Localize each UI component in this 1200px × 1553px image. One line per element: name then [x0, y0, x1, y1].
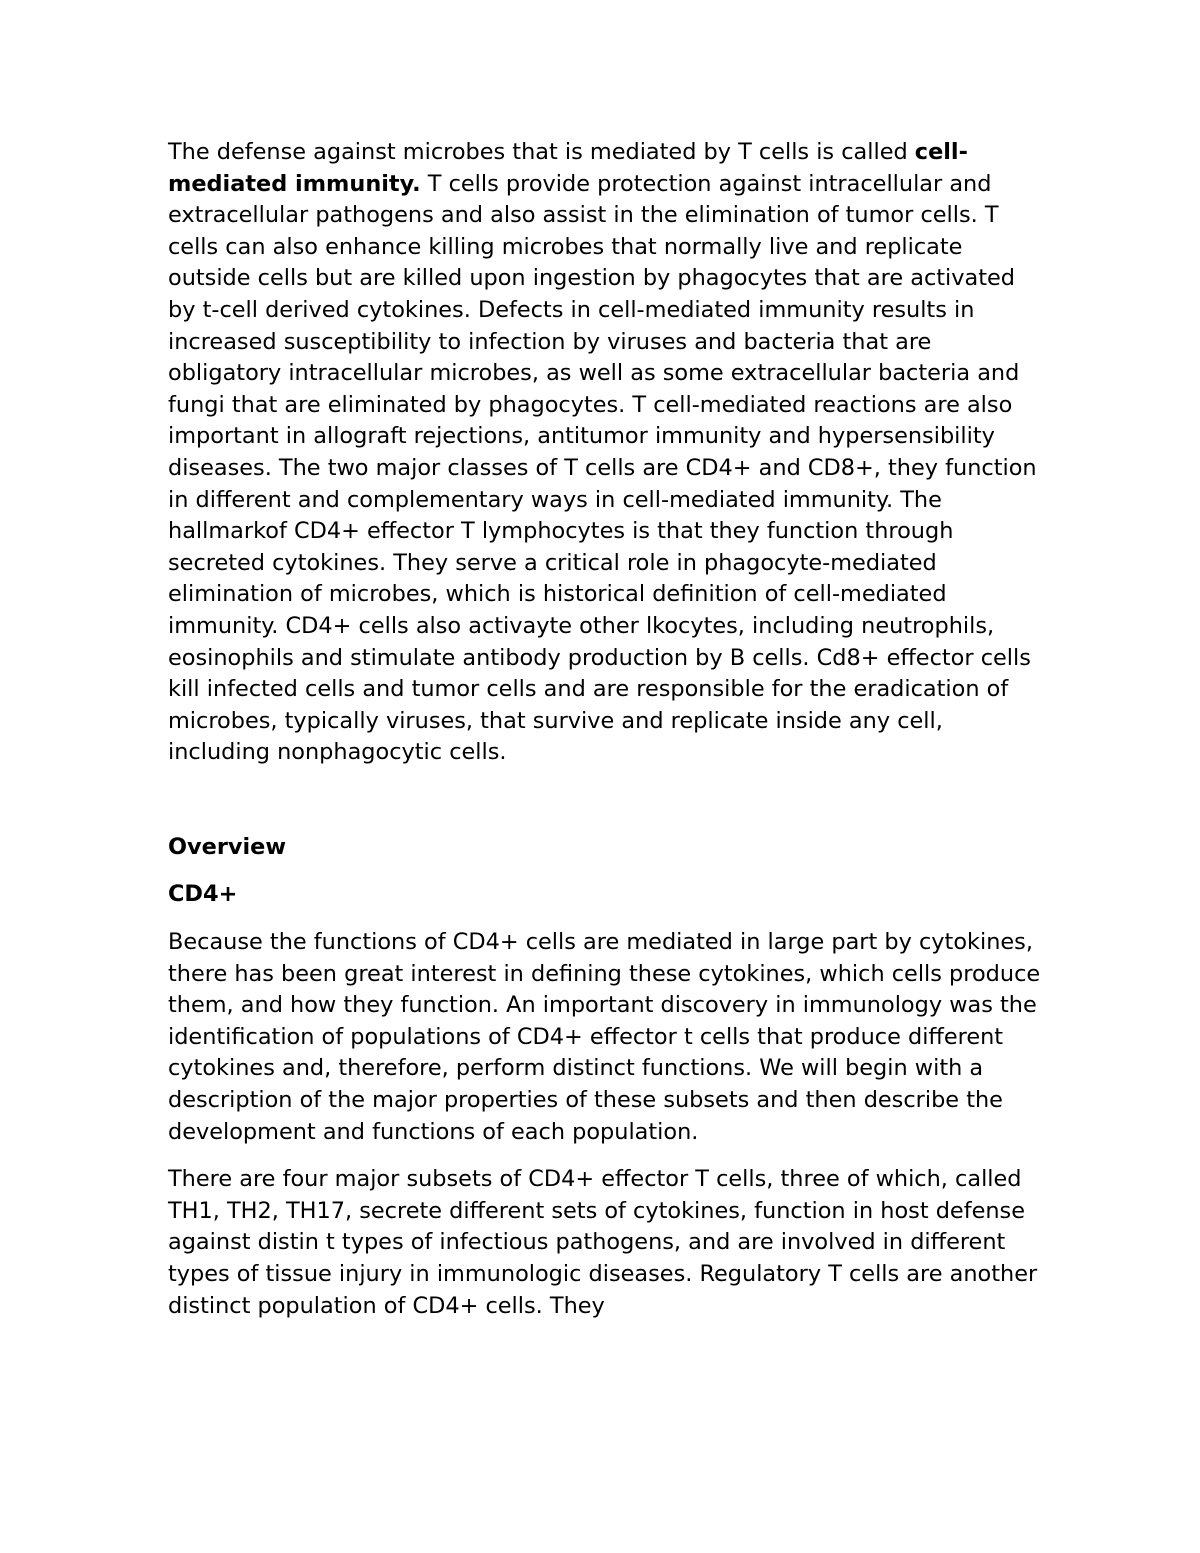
intro-lead-text: The defense against microbes that is mediated by T cells is called — [168, 139, 915, 165]
intro-paragraph — [168, 137, 1048, 769]
overview-heading: Overview — [168, 833, 286, 860]
intro-bold-term: cell-mediated immunity. — [168, 139, 968, 197]
cd4-paragraph-2: There are four major subsets of CD4+ effector T cells, three of which, called TH1, TH2, TH17, secrete different sets of cytokines, function in host defense against distin t types of infectious pathogens, and are involved in different types of tissue injury in immunologic diseases. Regulatory T cells are another distinct population of CD4+ cells. They — [168, 1166, 1038, 1319]
document-body — [168, 137, 1048, 1338]
cd4-paragraph-1: Because the functions of CD4+ cells are mediated in large part by cytokines, there has been great interest in defining these cytokines, which cells produce them, and how they function. An important discovery in immunology was the identification of populations of CD4+ effector t cells that produce different cytokines and, therefore, perform distinct functions. We will begin with a description of the major properties of these subsets and then describe the development and functions of each population. — [168, 929, 1041, 1145]
intro-rest-text: T cells provide protection against intracellular and extracellular pathogens and also assist in the elimination of tumor cells. T cells can also enhance killing microbes that normally live and replicate outside cells but are killed upon ingestion by phagocytes that are activated by t-cell derived cytokines. Defects in cell-mediated immunity results in increased susceptibility to infection by viruses and bacteria that are obligatory intracellular microbes, as well as some extracellular bacteria and fungi that are eliminated by phagocytes. T cell-mediated reactions are also important in allograft rejections, antitumor immunity and hypersensibility diseases. The two major classes of T cells are CD4+ and CD8+, they function in different and complementary ways in cell-mediated immunity. The hallmarkof CD4+ effector T lymphocytes is that they function through secreted cytokines. They serve a critical role in phagocyte-mediated elimination of microbes, which is historical definition of cell-mediated immunity. CD4+ cells also activayte other lkocytes, including neutrophils, eosinophils and stimulate antibody production by B cells. Cd8+ effector cells kill infected cells and tumor cells and are responsible for the eradication of microbes, typically viruses, that survive and replicate inside any cell, including nonphagocytic cells. — [168, 170, 1037, 766]
cd4-heading: CD4+ — [168, 881, 238, 908]
